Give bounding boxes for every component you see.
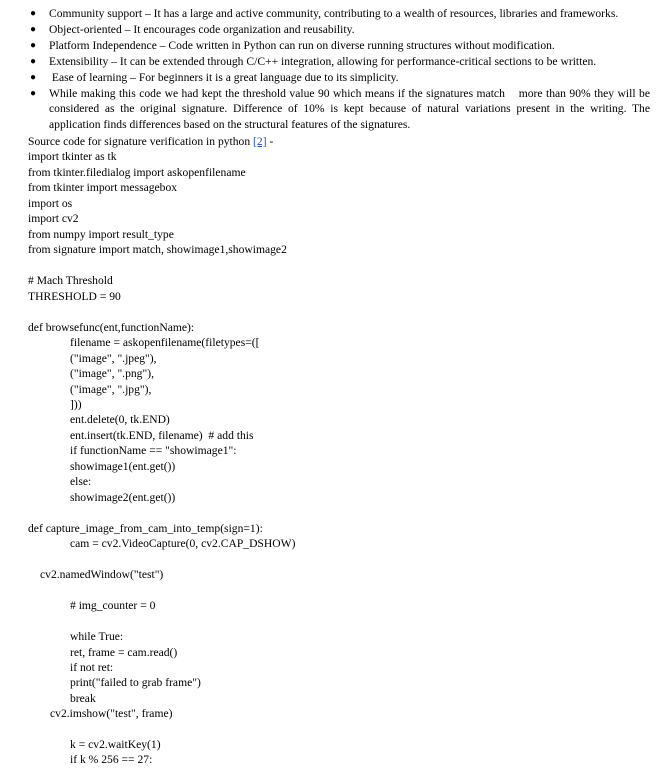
list-item: ● While making this code we had kept the threshold value 90 which means if the signatures match more than 90% they will be considered as the original signature. Difference of 10% is kept because of natural variations present in the writing. The application finds differences based on the structural features of the signatures. xyxy=(30,86,653,132)
code-line: def capture_image_from_cam_into_temp(sign=1): xyxy=(28,522,263,535)
bullet-icon: ● xyxy=(30,71,37,83)
code-line: # img_counter = 0 xyxy=(70,599,156,612)
reference-link[interactable]: [2] xyxy=(253,135,267,148)
code-line: import tkinter as tk xyxy=(28,150,117,163)
code-line: if not ret: xyxy=(70,661,114,674)
list-item: ● Ease of learning – For beginners it is a great language due to its simplicity. xyxy=(30,70,399,84)
bullet-icon: ● xyxy=(30,87,37,99)
code-line: showimage2(ent.get()) xyxy=(70,491,176,504)
code-line: import os xyxy=(28,197,73,210)
code-line: def browsefunc(ent,functionName): xyxy=(28,321,195,334)
code-line: ret, frame = cam.read() xyxy=(70,646,178,659)
bullet-icon: ● xyxy=(30,55,37,67)
code-line: ])) xyxy=(70,398,82,411)
code-line: showimage1(ent.get()) xyxy=(70,460,176,473)
code-line: from numpy import result_type xyxy=(28,228,174,241)
code-line: if k % 256 == 27: xyxy=(70,753,153,766)
code-line: cv2.namedWindow("test") xyxy=(40,568,164,581)
code-line: ("image", ".png"), xyxy=(70,367,154,380)
list-item: ● Platform Independence – Code written in Python can run on diverse running structures without modification. xyxy=(30,38,555,52)
code-line: cam = cv2.VideoCapture(0, cv2.CAP_DSHOW) xyxy=(70,537,296,550)
code-line: print("failed to grab frame") xyxy=(70,676,201,689)
bullet-icon: ● xyxy=(30,8,37,19)
code-line: if functionName == "showimage1": xyxy=(70,444,237,457)
list-item: ● Object-oriented – It encourages code organization and reusability. xyxy=(30,22,355,36)
list-item: ● Extensibility – It can be extended through C/C++ integration, allowing for performance-critical sections to be written. xyxy=(30,54,597,68)
code-line: ent.delete(0, tk.END) xyxy=(70,413,170,426)
code-line: ent.insert(tk.END, filename) # add this xyxy=(70,429,254,442)
source-code-intro: Source code for signature verification in python [2] - xyxy=(28,135,274,148)
list-item: ● Community support – It has a large and active community, contributing to a wealth of resources, libraries and frameworks. xyxy=(30,7,619,20)
code-line: import cv2 xyxy=(28,212,79,225)
code-line: THRESHOLD = 90 xyxy=(28,290,121,303)
code-line: k = cv2.waitKey(1) xyxy=(70,738,161,751)
code-line: from tkinter import messagebox xyxy=(28,181,178,194)
code-line: while True: xyxy=(70,630,124,643)
bullet-icon: ● xyxy=(30,23,37,35)
code-line: from signature import match, showimage1,showimage2 xyxy=(28,243,287,256)
code-line: else: xyxy=(70,475,92,488)
code-line: break xyxy=(70,692,96,705)
code-line: ("image", ".jpg"), xyxy=(70,383,152,396)
code-line: from tkinter.filedialog import askopenfilename xyxy=(28,166,246,179)
code-line: cv2.imshow("test", frame) xyxy=(50,707,173,720)
bullet-icon: ● xyxy=(30,39,37,51)
feature-list xyxy=(0,6,660,133)
code-line: # Mach Threshold xyxy=(28,274,113,287)
code-line: ("image", ".jpeg"), xyxy=(70,352,157,365)
code-line: filename = askopenfilename(filetypes=([ xyxy=(70,336,260,349)
